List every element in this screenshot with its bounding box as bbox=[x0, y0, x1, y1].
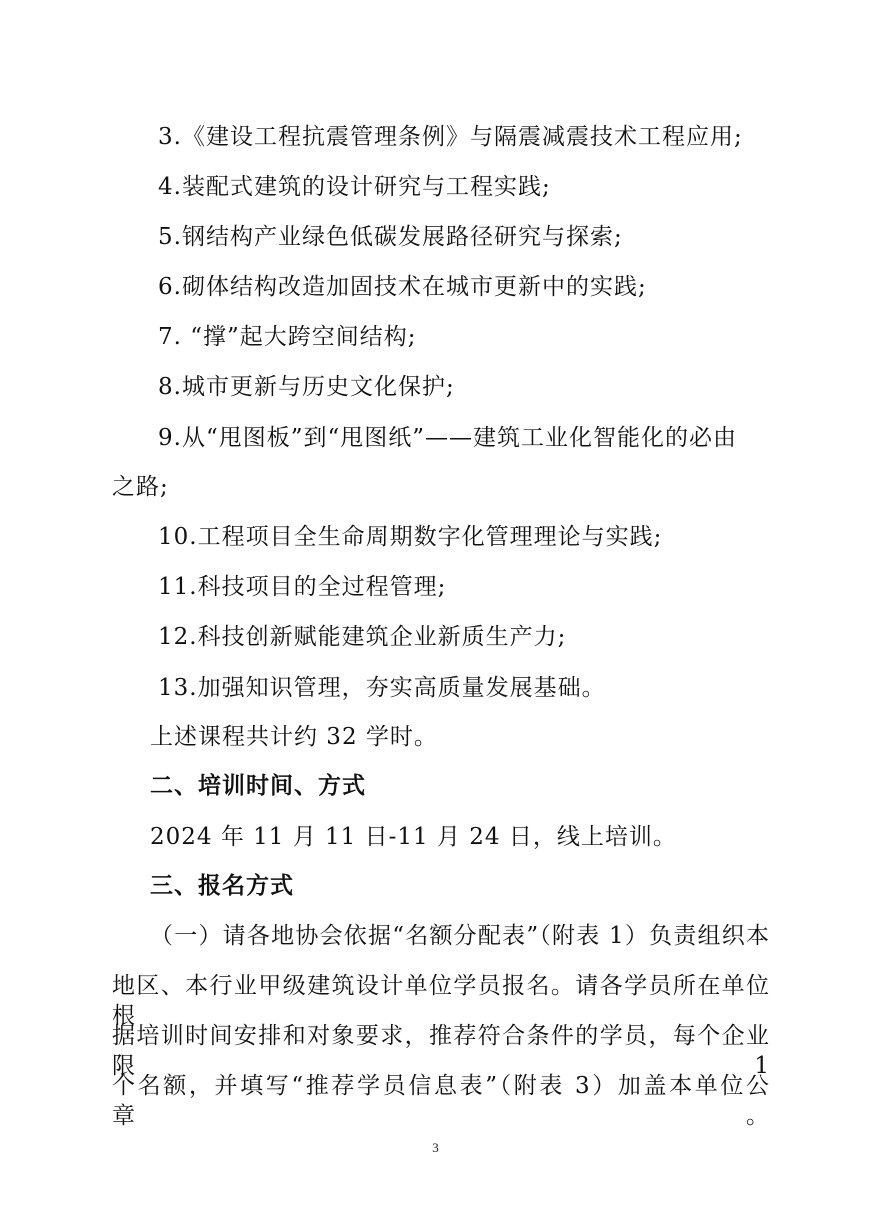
course-item-13: 13.加强知识管理，夯实高质量发展基础。 bbox=[158, 675, 606, 701]
course-item-12: 12.科技创新赋能建筑企业新质生产力; bbox=[158, 624, 567, 650]
course-item-9-continued: 之路; bbox=[112, 474, 169, 500]
course-item-6: 6.砌体结构改造加固技术在城市更新中的实践; bbox=[158, 274, 647, 300]
course-item-7: 7. “撑”起大跨空间结构; bbox=[158, 324, 417, 350]
course-item-4: 4.装配式建筑的设计研究与工程实践; bbox=[158, 174, 551, 200]
course-item-10: 10.工程项目全生命周期数字化管理理论与实践; bbox=[158, 524, 663, 550]
course-item-5: 5.钢结构产业绿色低碳发展路径研究与探索; bbox=[158, 224, 623, 250]
course-item-9: 9.从“甩图板”到“甩图纸”——建筑工业化智能化的必由 bbox=[158, 425, 737, 451]
course-item-8: 8.城市更新与历史文化保护; bbox=[158, 374, 455, 400]
section-3-para-line-4: 个名额，并填写“推荐学员信息表”（附表 3）加盖本单位公章。 bbox=[112, 1073, 770, 1129]
course-total: 上述课程共计约 32 学时。 bbox=[150, 724, 438, 750]
course-item-11: 11.科技项目的全过程管理; bbox=[158, 574, 447, 600]
section-3-para-line-3: 据培训时间安排和对象要求，推荐符合条件的学员，每个企业限 1 bbox=[112, 1023, 770, 1079]
page-number: 3 bbox=[432, 1140, 439, 1155]
section-2-heading: 二、培训时间、方式 bbox=[150, 773, 366, 799]
section-3-para-line-1: （一）请各地协会依据“名额分配表”（附表 1）负责组织本 bbox=[150, 923, 770, 949]
section-2-body: 2024 年 11 月 11 日-11 月 24 日，线上培训。 bbox=[150, 824, 677, 850]
section-3-heading: 三、报名方式 bbox=[150, 873, 294, 899]
course-item-3: 3.《建设工程抗震管理条例》与隔震减震技术工程应用; bbox=[158, 124, 743, 150]
section-3-para-line-2: 地区、本行业甲级建筑设计单位学员报名。请各学员所在单位根 bbox=[112, 973, 770, 1029]
